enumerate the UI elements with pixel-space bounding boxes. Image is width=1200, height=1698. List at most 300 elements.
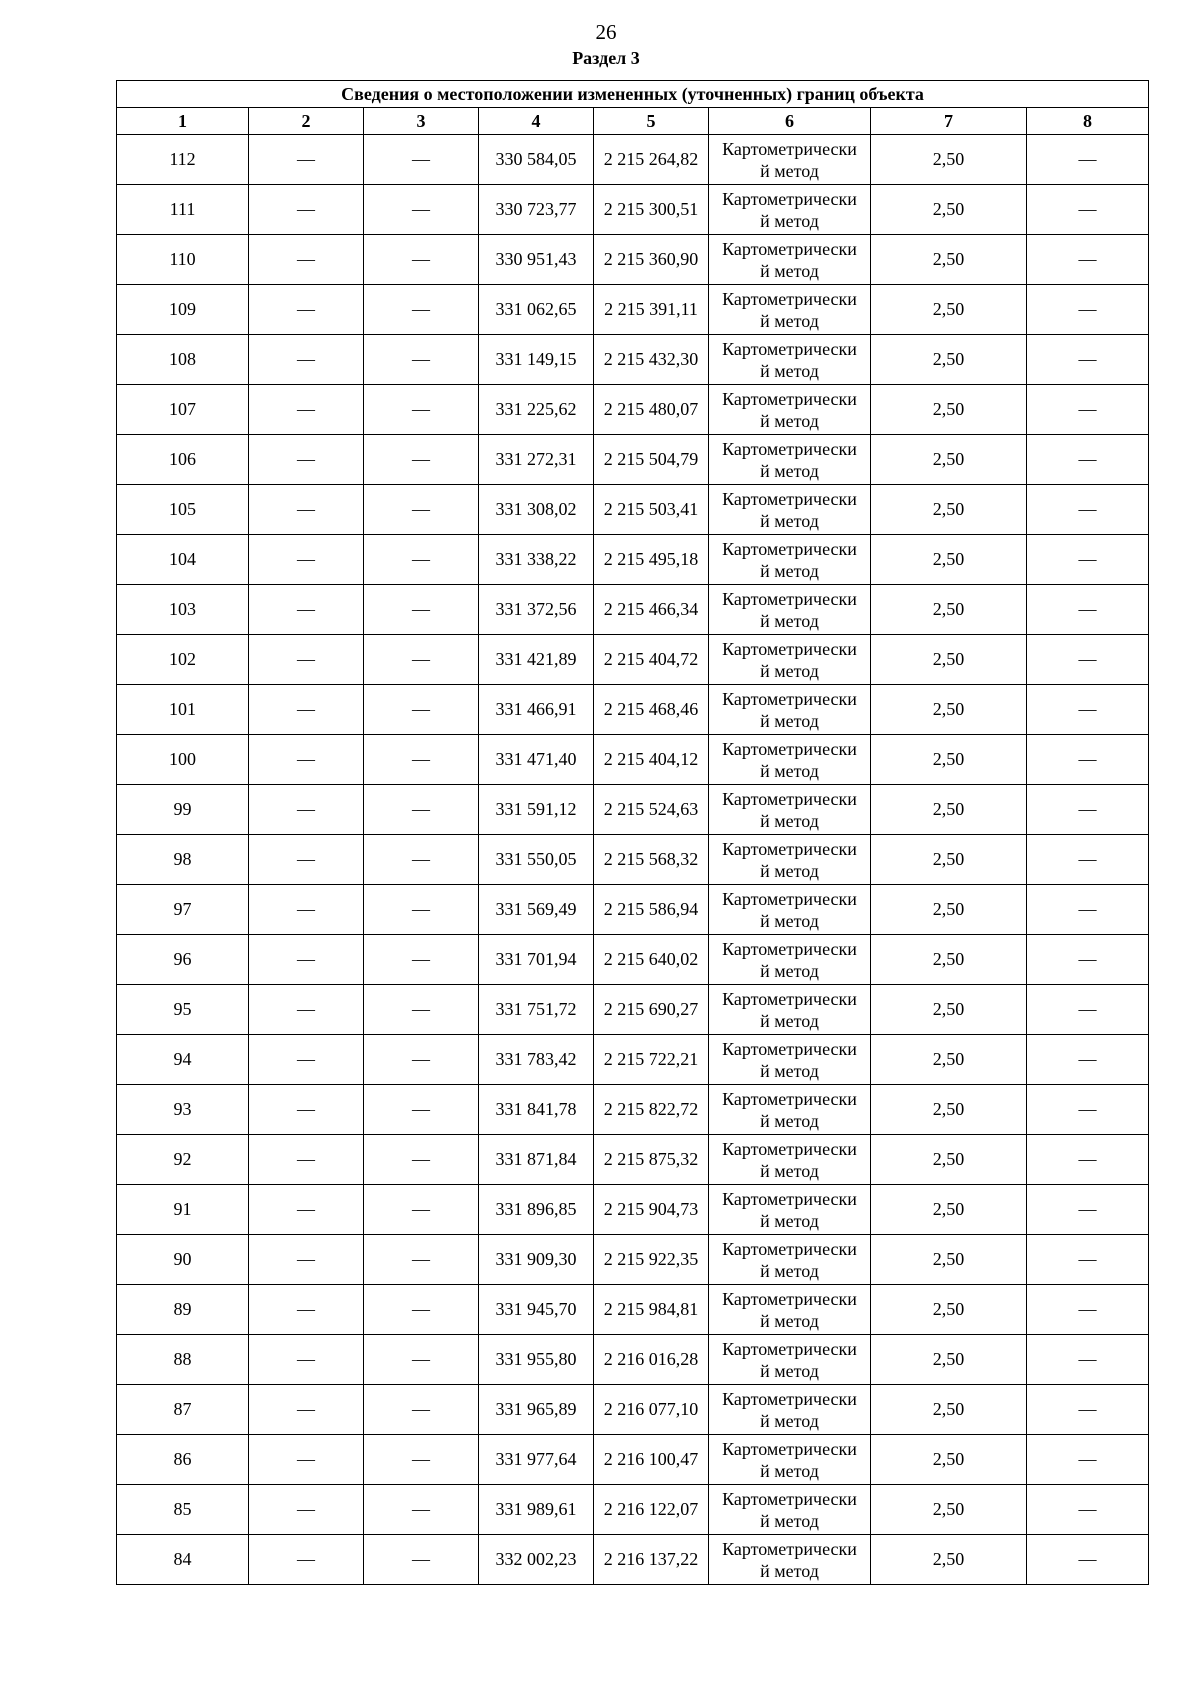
point-number-cell: 90 [117,1235,249,1285]
table-row [117,535,1149,585]
empty-dash-cell: — [1027,585,1149,635]
method-text-line-2: й метод [760,1260,819,1281]
y-coordinate-cell: 2 216 137,22 [594,1535,709,1585]
x-coordinate-cell: 331 550,05 [479,835,594,885]
accuracy-cell: 2,50 [871,1435,1027,1485]
method-text-line-1: Картометрически [722,588,857,609]
accuracy-cell: 2,50 [871,435,1027,485]
empty-dash-cell: — [249,735,364,785]
table-row [117,1385,1149,1435]
y-coordinate-cell: 2 215 568,32 [594,835,709,885]
table-row [117,985,1149,1035]
method-cell [709,1435,871,1485]
method-cell [709,1285,871,1335]
method-cell [709,235,871,285]
point-number-cell: 97 [117,885,249,935]
method-text-line-1: Картометрически [722,238,857,259]
empty-dash-cell: — [364,435,479,485]
empty-dash-cell: — [364,585,479,635]
y-coordinate-cell: 2 216 016,28 [594,1335,709,1385]
method-text-line-2: й метод [760,560,819,581]
accuracy-cell: 2,50 [871,635,1027,685]
method-text-line-1: Картометрически [722,1238,857,1259]
method-text-line-2: й метод [760,660,819,681]
empty-dash-cell: — [249,1235,364,1285]
method-text-line-1: Картометрически [722,1438,857,1459]
x-coordinate-cell: 331 471,40 [479,735,594,785]
method-cell [709,485,871,535]
table-row [117,485,1149,535]
method-text-line-1: Картометрически [722,1288,857,1309]
point-number-cell: 96 [117,935,249,985]
column-number-row [117,108,1149,135]
x-coordinate-cell: 331 421,89 [479,635,594,685]
empty-dash-cell: — [364,285,479,335]
column-number: 3 [364,108,479,135]
y-coordinate-cell: 2 215 432,30 [594,335,709,385]
x-coordinate-cell: 331 591,12 [479,785,594,835]
method-text-line-1: Картометрически [722,488,857,509]
method-text-line-1: Картометрически [722,538,857,559]
y-coordinate-cell: 2 215 922,35 [594,1235,709,1285]
method-text-line-1: Картометрически [722,788,857,809]
y-coordinate-cell: 2 215 722,21 [594,1035,709,1085]
empty-dash-cell: — [364,1185,479,1235]
method-cell [709,835,871,885]
point-number-cell: 87 [117,1385,249,1435]
empty-dash-cell: — [249,835,364,885]
table-row [117,1035,1149,1085]
method-text-line-1: Картометрически [722,988,857,1009]
accuracy-cell: 2,50 [871,985,1027,1035]
accuracy-cell: 2,50 [871,735,1027,785]
point-number-cell: 110 [117,235,249,285]
table-row [117,435,1149,485]
table-row [117,285,1149,335]
empty-dash-cell: — [1027,835,1149,885]
table-row [117,1335,1149,1385]
accuracy-cell: 2,50 [871,585,1027,635]
table-row [117,585,1149,635]
method-cell [709,435,871,485]
empty-dash-cell: — [1027,685,1149,735]
y-coordinate-cell: 2 215 504,79 [594,435,709,485]
method-text-line-1: Картометрически [722,438,857,459]
x-coordinate-cell: 331 751,72 [479,985,594,1035]
empty-dash-cell: — [1027,385,1149,435]
table-row [117,1135,1149,1185]
empty-dash-cell: — [249,535,364,585]
empty-dash-cell: — [249,185,364,235]
accuracy-cell: 2,50 [871,535,1027,585]
point-number-cell: 92 [117,1135,249,1185]
method-text-line-1: Картометрически [722,688,857,709]
empty-dash-cell: — [249,1485,364,1535]
accuracy-cell: 2,50 [871,385,1027,435]
empty-dash-cell: — [1027,885,1149,935]
accuracy-cell: 2,50 [871,835,1027,885]
x-coordinate-cell: 331 841,78 [479,1085,594,1135]
empty-dash-cell: — [364,1435,479,1485]
empty-dash-cell: — [249,1435,364,1485]
x-coordinate-cell: 331 989,61 [479,1485,594,1535]
point-number-cell: 103 [117,585,249,635]
method-text-line-2: й метод [760,160,819,181]
empty-dash-cell: — [249,635,364,685]
empty-dash-cell: — [249,135,364,185]
empty-dash-cell: — [1027,435,1149,485]
point-number-cell: 86 [117,1435,249,1485]
column-number: 1 [117,108,249,135]
method-text-line-1: Картометрически [722,1138,857,1159]
empty-dash-cell: — [1027,785,1149,835]
method-text-line-1: Картометрически [722,1038,857,1059]
method-text-line-1: Картометрически [722,938,857,959]
accuracy-cell: 2,50 [871,335,1027,385]
empty-dash-cell: — [249,1135,364,1185]
method-text-line-1: Картометрически [722,388,857,409]
method-cell [709,885,871,935]
empty-dash-cell: — [1027,1535,1149,1585]
method-cell [709,1185,871,1235]
point-number-cell: 98 [117,835,249,885]
y-coordinate-cell: 2 215 586,94 [594,885,709,935]
method-text-line-1: Картометрически [722,888,857,909]
empty-dash-cell: — [364,1085,479,1135]
y-coordinate-cell: 2 216 100,47 [594,1435,709,1485]
method-text-line-2: й метод [760,260,819,281]
empty-dash-cell: — [364,235,479,285]
method-text-line-2: й метод [760,1110,819,1131]
y-coordinate-cell: 2 215 404,12 [594,735,709,785]
method-text-line-1: Картометрически [722,1538,857,1559]
x-coordinate-cell: 331 569,49 [479,885,594,935]
empty-dash-cell: — [1027,235,1149,285]
table-row [117,785,1149,835]
method-text-line-2: й метод [760,210,819,231]
empty-dash-cell: — [249,1335,364,1385]
empty-dash-cell: — [364,885,479,935]
table-row [117,835,1149,885]
accuracy-cell: 2,50 [871,1135,1027,1185]
empty-dash-cell: — [1027,935,1149,985]
point-number-cell: 91 [117,1185,249,1235]
method-text-line-2: й метод [760,1010,819,1031]
empty-dash-cell: — [1027,1185,1149,1235]
column-number: 5 [594,108,709,135]
method-text-line-1: Картометрически [722,188,857,209]
x-coordinate-cell: 331 308,02 [479,485,594,535]
method-text-line-2: й метод [760,1060,819,1081]
y-coordinate-cell: 2 215 875,32 [594,1135,709,1185]
method-text-line-1: Картометрически [722,1488,857,1509]
x-coordinate-cell: 331 701,94 [479,935,594,985]
table-row [117,1285,1149,1335]
method-text-line-2: й метод [760,1160,819,1181]
y-coordinate-cell: 2 215 640,02 [594,935,709,985]
table-row [117,1435,1149,1485]
y-coordinate-cell: 2 215 468,46 [594,685,709,735]
x-coordinate-cell: 331 871,84 [479,1135,594,1185]
method-cell [709,785,871,835]
method-text-line-2: й метод [760,360,819,381]
empty-dash-cell: — [1027,1135,1149,1185]
empty-dash-cell: — [249,1285,364,1335]
empty-dash-cell: — [249,885,364,935]
empty-dash-cell: — [364,485,479,535]
table-row [117,385,1149,435]
x-coordinate-cell: 331 149,15 [479,335,594,385]
method-text-line-1: Картометрически [722,138,857,159]
method-text-line-2: й метод [760,960,819,981]
method-cell [709,635,871,685]
x-coordinate-cell: 331 965,89 [479,1385,594,1435]
empty-dash-cell: — [364,1535,479,1585]
accuracy-cell: 2,50 [871,1335,1027,1385]
point-number-cell: 100 [117,735,249,785]
x-coordinate-cell: 330 951,43 [479,235,594,285]
method-text-line-2: й метод [760,310,819,331]
method-text-line-1: Картометрически [722,1188,857,1209]
y-coordinate-cell: 2 215 503,41 [594,485,709,535]
method-text-line-1: Картометрически [722,338,857,359]
empty-dash-cell: — [1027,185,1149,235]
x-coordinate-cell: 331 955,80 [479,1335,594,1385]
point-number-cell: 85 [117,1485,249,1535]
y-coordinate-cell: 2 215 984,81 [594,1285,709,1335]
table-row [117,235,1149,285]
empty-dash-cell: — [364,1335,479,1385]
method-text-line-2: й метод [760,410,819,431]
point-number-cell: 89 [117,1285,249,1335]
accuracy-cell: 2,50 [871,1235,1027,1285]
point-number-cell: 111 [117,185,249,235]
accuracy-cell: 2,50 [871,1035,1027,1085]
table-row [117,1235,1149,1285]
empty-dash-cell: — [364,1035,479,1085]
point-number-cell: 106 [117,435,249,485]
y-coordinate-cell: 2 215 524,63 [594,785,709,835]
table-row [117,635,1149,685]
accuracy-cell: 2,50 [871,1485,1027,1535]
column-number: 7 [871,108,1027,135]
method-text-line-1: Картометрически [722,838,857,859]
method-cell [709,535,871,585]
empty-dash-cell: — [364,1135,479,1185]
empty-dash-cell: — [1027,285,1149,335]
point-number-cell: 88 [117,1335,249,1385]
x-coordinate-cell: 331 272,31 [479,435,594,485]
accuracy-cell: 2,50 [871,785,1027,835]
empty-dash-cell: — [364,335,479,385]
method-text-line-2: й метод [760,710,819,731]
table-row [117,1535,1149,1585]
accuracy-cell: 2,50 [871,1385,1027,1435]
point-number-cell: 99 [117,785,249,835]
empty-dash-cell: — [364,685,479,735]
column-number: 8 [1027,108,1149,135]
table-row [117,1185,1149,1235]
empty-dash-cell: — [1027,1085,1149,1135]
empty-dash-cell: — [1027,985,1149,1035]
method-cell [709,1485,871,1535]
y-coordinate-cell: 2 216 122,07 [594,1485,709,1535]
empty-dash-cell: — [364,785,479,835]
empty-dash-cell: — [249,785,364,835]
empty-dash-cell: — [249,1535,364,1585]
method-cell [709,985,871,1035]
empty-dash-cell: — [364,185,479,235]
accuracy-cell: 2,50 [871,1535,1027,1585]
empty-dash-cell: — [1027,1385,1149,1435]
empty-dash-cell: — [249,285,364,335]
y-coordinate-cell: 2 215 822,72 [594,1085,709,1135]
point-number-cell: 93 [117,1085,249,1135]
empty-dash-cell: — [249,385,364,435]
method-cell [709,735,871,785]
method-cell [709,385,871,435]
empty-dash-cell: — [364,935,479,985]
table-row [117,1085,1149,1135]
accuracy-cell: 2,50 [871,935,1027,985]
empty-dash-cell: — [249,585,364,635]
method-cell [709,1335,871,1385]
method-text-line-2: й метод [760,1310,819,1331]
empty-dash-cell: — [364,1485,479,1535]
y-coordinate-cell: 2 215 300,51 [594,185,709,235]
method-text-line-1: Картометрически [722,288,857,309]
method-cell [709,585,871,635]
method-text-line-1: Картометрически [722,738,857,759]
empty-dash-cell: — [364,835,479,885]
table-row [117,1485,1149,1535]
column-number: 4 [479,108,594,135]
accuracy-cell: 2,50 [871,885,1027,935]
x-coordinate-cell: 331 945,70 [479,1285,594,1335]
point-number-cell: 95 [117,985,249,1035]
accuracy-cell: 2,50 [871,185,1027,235]
accuracy-cell: 2,50 [871,235,1027,285]
x-coordinate-cell: 331 338,22 [479,535,594,585]
empty-dash-cell: — [249,685,364,735]
x-coordinate-cell: 331 372,56 [479,585,594,635]
empty-dash-cell: — [1027,485,1149,535]
empty-dash-cell: — [249,1035,364,1085]
x-coordinate-cell: 331 225,62 [479,385,594,435]
method-cell [709,1385,871,1435]
empty-dash-cell: — [364,735,479,785]
x-coordinate-cell: 331 783,42 [479,1035,594,1085]
accuracy-cell: 2,50 [871,1285,1027,1335]
accuracy-cell: 2,50 [871,1185,1027,1235]
method-text-line-2: й метод [760,1460,819,1481]
method-text-line-2: й метод [760,1210,819,1231]
method-cell [709,1235,871,1285]
column-number: 2 [249,108,364,135]
empty-dash-cell: — [364,535,479,585]
method-text-line-2: й метод [760,810,819,831]
point-number-cell: 112 [117,135,249,185]
empty-dash-cell: — [249,935,364,985]
method-text-line-2: й метод [760,1560,819,1581]
method-text-line-2: й метод [760,1410,819,1431]
empty-dash-cell: — [1027,535,1149,585]
section-title: Раздел 3 [572,48,640,68]
empty-dash-cell: — [1027,135,1149,185]
method-text-line-2: й метод [760,760,819,781]
y-coordinate-cell: 2 216 077,10 [594,1385,709,1435]
x-coordinate-cell: 331 466,91 [479,685,594,735]
y-coordinate-cell: 2 215 264,82 [594,135,709,185]
empty-dash-cell: — [249,335,364,385]
page-number: 26 [595,20,617,44]
point-number-cell: 84 [117,1535,249,1585]
method-text-line-1: Картометрически [722,1088,857,1109]
point-number-cell: 94 [117,1035,249,1085]
method-cell [709,935,871,985]
method-text-line-2: й метод [760,510,819,531]
table-row [117,935,1149,985]
accuracy-cell: 2,50 [871,285,1027,335]
point-number-cell: 102 [117,635,249,685]
empty-dash-cell: — [364,635,479,685]
y-coordinate-cell: 2 215 360,90 [594,235,709,285]
method-cell [709,1035,871,1085]
y-coordinate-cell: 2 215 904,73 [594,1185,709,1235]
y-coordinate-cell: 2 215 480,07 [594,385,709,435]
x-coordinate-cell: 331 896,85 [479,1185,594,1235]
method-text-line-2: й метод [760,460,819,481]
empty-dash-cell: — [1027,635,1149,685]
method-cell [709,185,871,235]
x-coordinate-cell: 331 062,65 [479,285,594,335]
empty-dash-cell: — [1027,335,1149,385]
table-caption: Сведения о местоположении измененных (уточненных) границ объекта [117,81,1149,108]
accuracy-cell: 2,50 [871,1085,1027,1135]
empty-dash-cell: — [249,235,364,285]
method-text-line-2: й метод [760,610,819,631]
empty-dash-cell: — [249,1085,364,1135]
empty-dash-cell: — [364,985,479,1035]
x-coordinate-cell: 332 002,23 [479,1535,594,1585]
empty-dash-cell: — [249,1385,364,1435]
y-coordinate-cell: 2 215 495,18 [594,535,709,585]
method-text-line-1: Картометрически [722,638,857,659]
accuracy-cell: 2,50 [871,685,1027,735]
empty-dash-cell: — [1027,1035,1149,1085]
method-text-line-2: й метод [760,1360,819,1381]
method-text-line-2: й метод [760,1510,819,1531]
method-cell [709,135,871,185]
table-row [117,885,1149,935]
method-text-line-1: Картометрически [722,1388,857,1409]
table-body [117,135,1149,1585]
method-cell [709,285,871,335]
x-coordinate-cell: 330 584,05 [479,135,594,185]
method-cell [709,335,871,385]
method-text-line-2: й метод [760,860,819,881]
point-number-cell: 108 [117,335,249,385]
x-coordinate-cell: 330 723,77 [479,185,594,235]
x-coordinate-cell: 331 977,64 [479,1435,594,1485]
point-number-cell: 107 [117,385,249,435]
empty-dash-cell: — [1027,1485,1149,1535]
accuracy-cell: 2,50 [871,135,1027,185]
y-coordinate-cell: 2 215 404,72 [594,635,709,685]
method-text-line-1: Картометрически [722,1338,857,1359]
method-cell [709,1085,871,1135]
point-number-cell: 101 [117,685,249,735]
